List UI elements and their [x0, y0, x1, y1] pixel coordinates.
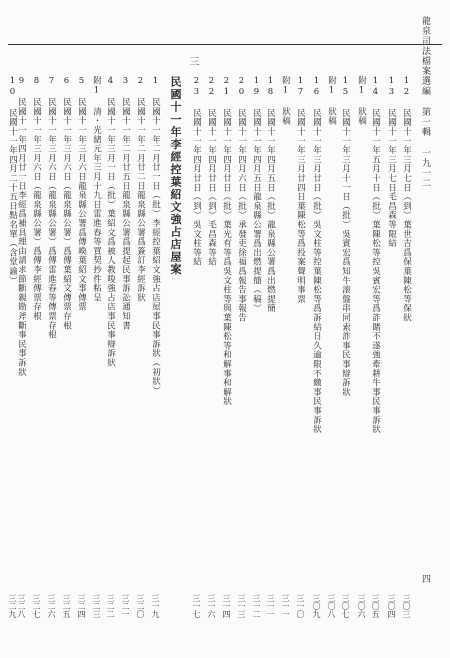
running-title: 龍泉司法檔案選編 第一輯 一九一二 [420, 16, 430, 188]
entry-page-number: 三一〇 [296, 594, 305, 618]
entry-page-number: 三〇七 [341, 594, 350, 618]
entry-page-number: 三二九 [8, 594, 17, 618]
entry-text: 18 民國十一年四月五日（批）龍泉縣公署爲出燃提簡 [265, 76, 276, 313]
entry-page-number: 三二七 [32, 594, 41, 618]
entry-page-number: 三一一 [266, 594, 275, 618]
entry-page-number: 三〇四 [387, 594, 396, 618]
entry-text: 14 民國十一年五月十日（批）葉陳松等控吳賓宏等爲詐賭不遂強牽耕牛事民事訴狀 [370, 76, 381, 434]
entry-text: 10 民國十一年四月二十五日點名單（含堂諭） [7, 76, 18, 286]
entry-text: 20 民國十一年四月六日（批）承發吏徐福爲報告事報告 [236, 76, 247, 323]
entry-page-number: 三〇九 [312, 594, 321, 618]
entry-page-number: 三二三 [92, 594, 101, 618]
entry-page-number: 三二四 [77, 594, 86, 618]
entry-page-number: 三〇六 [357, 594, 366, 618]
entry-text: 12 民國十一年三月七日（到）葉世吉爲保葉陳松等保狀 [401, 76, 412, 323]
entry-page-number: 三一二 [252, 594, 261, 618]
entry-text: 22 民國十一年四月廿日（到）毛昌森等結 [206, 76, 217, 267]
entry-text: 附1 狀稿 [356, 76, 367, 126]
entry-page-number: 三一九 [151, 594, 160, 618]
entry-text: 6 民國十一年三月六日（龍泉縣公署）爲傳葉紹文傳票存根 [61, 76, 72, 331]
entry-text: 附1 清・光緒元年三月十九日雷進春等買契抄件粘呈 [91, 76, 102, 303]
header-rule [8, 44, 442, 45]
entry-text: 21 民國十一年四月廿日（批）葉光有等爲吳文柱等與葉陳松等和解事和解狀 [221, 76, 232, 406]
entry-page-number: 三二八 [17, 594, 26, 618]
entry-page-number: 三二六 [47, 594, 56, 618]
entry-text: 15 民國十一年三月十一日（批）吳賓宏爲知牛滚盤串同索詐事民事辯訴狀 [340, 76, 351, 397]
section-mark: 三 [187, 56, 198, 66]
page-number: 四 [420, 574, 430, 583]
entry-text: 附1 狀稿 [326, 76, 337, 126]
entry-text: 附1 狀稿 [280, 76, 291, 126]
entry-page-number: 三一三 [237, 594, 246, 618]
entry-page-number: 三〇三 [402, 594, 411, 618]
entry-page-number: 三一四 [222, 594, 231, 618]
entry-text: 16 民國十一年三月廿日（批）吳文柱等控葉陳松等爲訴結日久逾限不繳事民事訴狀 [311, 76, 322, 434]
entry-page-number: 三一六 [207, 594, 216, 618]
entry-text: 4 民國十一年三月一日（批）葉紹文爲被人教唆強占店事民事辯訴狀 [105, 76, 116, 368]
page-header [8, 18, 442, 44]
entry-page-number: 三二二 [106, 594, 115, 618]
entry-page-number: 三二五 [62, 594, 71, 618]
entry-text: 8 民國十一年三月六日（龍泉縣公署）爲傳李經傳票存根 [31, 76, 42, 321]
entry-page-number: 三一一 [281, 594, 290, 618]
entry-page-number: 三〇八 [327, 594, 336, 618]
entry-page-number: 三二一 [121, 594, 130, 618]
section-title: 民國十一年李經控葉紹文強占店屋案 [169, 76, 182, 276]
entry-text: 2 民國十一年二月廿二日龍泉縣公署爲簽訂李經訴狀 [135, 76, 146, 303]
entry-text: 19 民國十一年四月五日龍泉縣公署爲出燃提簡（稿） [251, 76, 262, 313]
entry-text: 23 民國十一年四月廿日（到）吳文柱等結 [191, 76, 202, 267]
entry-page-number: 三二〇 [136, 594, 145, 618]
entry-text: 1 民國十一年二月廿一日（批）李經控葉紹文強占店屋事民事訴狀（初狀） [150, 76, 161, 396]
entry-text: 5 民國十一年三月六日龍泉縣公署爲傳喚葉紹文事傳票 [76, 76, 87, 312]
entry-text: 17 民國十一年三月廿四日葉陳松等爲投案聲明事票 [295, 76, 306, 304]
entry-text: 7 民國十一年三月六日（龍泉縣公署）爲傳雷進春等傳票存根 [46, 76, 57, 340]
entry-text: 13 民國十一年三月七日毛昌森等限結 [386, 76, 397, 248]
entry-text: 9 民國十一年四月廿一日李經爲補具理由請求節斷親勘斧斷事民事訴狀 [16, 76, 27, 377]
entry-page-number: 三〇五 [371, 594, 380, 618]
entry-page-number: 三一七 [192, 594, 201, 618]
entry-text: 3 民國十一年二月廿五日龍泉縣公署爲提起民事訴訟通知書 [120, 76, 131, 331]
